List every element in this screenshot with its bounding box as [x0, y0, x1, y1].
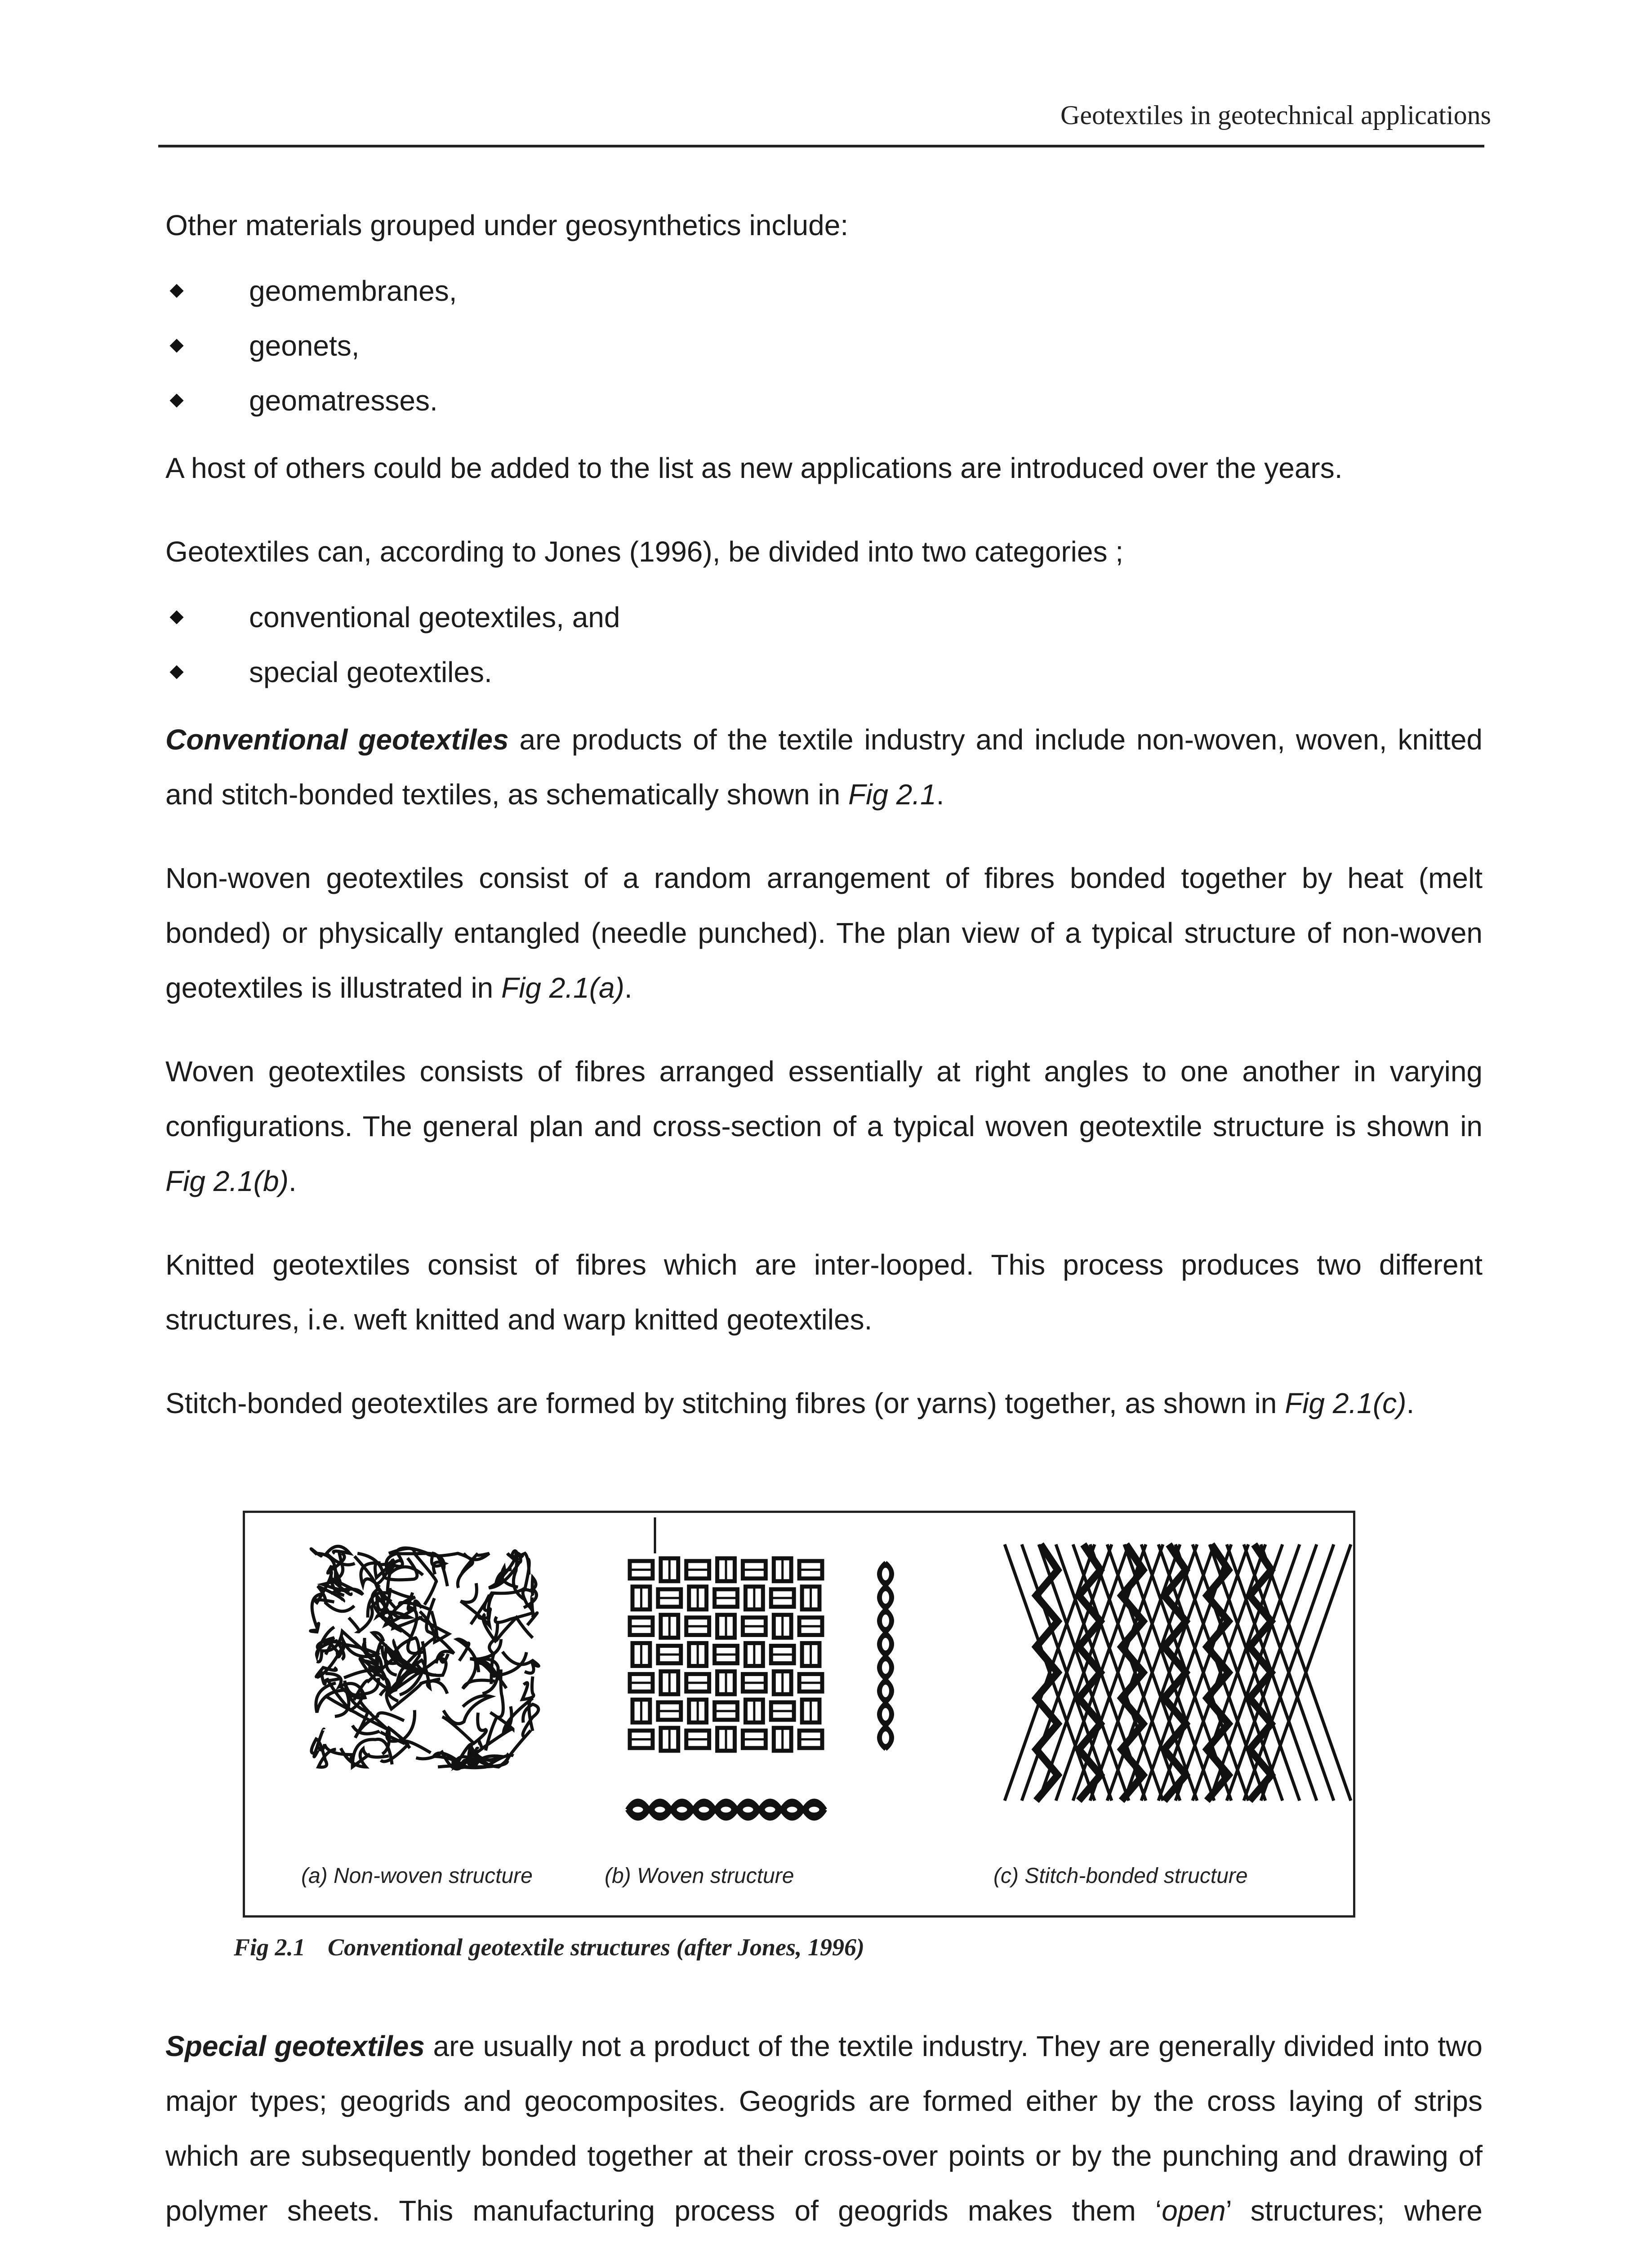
list-item: special geotextiles.: [165, 645, 1483, 700]
figure-caption-text: Conventional geotextile structures (after Jones, 1996): [328, 1934, 865, 1961]
label-woven: (b) Woven structure: [605, 1864, 794, 1888]
list-item: geonets,: [165, 318, 1483, 373]
conventional-paragraph: Conventional geotextiles are products of the textile industry and include non-woven, woven, knitted and stitch-bonded textiles, as schematically shown in Fig 2.1.: [165, 723, 1483, 811]
diamond-bullet-icon: [169, 393, 183, 407]
woven-paragraph: Woven geotextiles consists of fibres arranged essentially at right angles to one another in varying configurations. The general plan and cross-section of a typical woven geotextile structure is shown in Fig 2.1(b).: [165, 1055, 1483, 1197]
label-nonwoven: (a) Non-woven structure: [301, 1864, 533, 1888]
figure-2-1: [243, 1511, 1355, 1918]
diamond-bullet-icon: [169, 665, 183, 679]
conventional-term: Conventional geotextiles: [165, 723, 509, 756]
nonwoven-structure-drawing: [311, 1546, 539, 1769]
header-rule: [158, 145, 1484, 147]
list-item: geomatresses.: [165, 373, 1483, 428]
list-item: geomembranes,: [165, 263, 1483, 318]
categories-intro: Geotextiles can, according to Jones (1996), be divided into two categories ;: [165, 535, 1123, 568]
stitch-bonded-structure-drawing: [1005, 1544, 1351, 1801]
list-item: conventional geotextiles, and: [165, 590, 1483, 645]
figure-reference: Fig 2.1(b): [165, 1165, 289, 1197]
diamond-bullet-icon: [169, 339, 183, 352]
host-paragraph: A host of others could be added to the list as new applications are introduced over the years.: [165, 452, 1343, 484]
nonwoven-paragraph: Non-woven geotextiles consist of a random arrangement of fibres bonded together by heat (melt bonded) or physically entangled (needle punched). The plan view of a typical structure of non-woven geotextiles is illustrated in Fig 2.1(a).: [165, 862, 1483, 1004]
materials-list: [165, 263, 1483, 428]
knitted-paragraph: Knitted geotextiles consist of fibres which are inter-looped. This process produces two different structures, i.e. weft knitted and warp knitted geotextiles.: [165, 1249, 1483, 1336]
intro-paragraph: Other materials grouped under geosynthetics include:: [165, 209, 849, 241]
figure-number: Fig 2.1: [234, 1934, 306, 1961]
geotextile-structures-illustration: [245, 1513, 1353, 1915]
label-stitch-bonded: (c) Stitch-bonded structure: [993, 1864, 1248, 1888]
woven-structure-drawing: [627, 1517, 825, 1819]
figure-reference: Fig 2.1: [848, 778, 936, 811]
special-paragraph: Special geotextiles are usually not a product of the textile industry. They are generally divided into two major types; geogrids and geocomposites. Geogrids are formed either by the cross laying of strips which are subsequently bonded together at their cross-over points or by the punching and drawing of polymer sheets. This manufacturing process of geogrids makes them ‘open’ structures; where: [165, 2030, 1483, 2227]
special-term: Special geotextiles: [165, 2030, 425, 2062]
categories-list: [165, 590, 1483, 700]
woven-cross-section-drawing: [879, 1562, 892, 1749]
special-section: [165, 2019, 1483, 2248]
diamond-bullet-icon: [169, 284, 183, 298]
main-text: [165, 198, 1483, 1459]
stitch-paragraph: Stitch-bonded geotextiles are formed by stitching fibres (or yarns) together, as shown in Fig 2.1(c).: [165, 1387, 1415, 1419]
running-header: Geotextiles in geotechnical applications: [1060, 100, 1491, 130]
figure-reference: Fig 2.1(a): [501, 972, 624, 1004]
figure-caption: [234, 1933, 864, 1961]
diamond-bullet-icon: [169, 610, 183, 624]
figure-reference: Fig 2.1(c): [1285, 1387, 1407, 1419]
